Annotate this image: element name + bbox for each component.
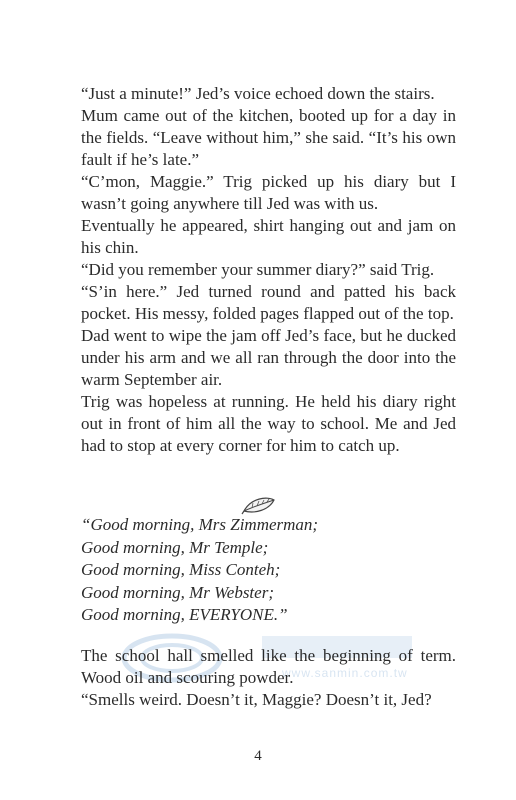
paragraph: Trig was hopeless at running. He held his diary right out in front of him all the way to school. Me and Jed had to stop at every corner for him to catch up.: [81, 392, 456, 455]
paragraph: “S’in here.” Jed turned round and patted his back pocket. His messy, folded pages flapped out of the top.: [81, 282, 456, 323]
paragraph: Dad went to wipe the jam off Jed’s face, but he ducked under his arm and we all ran through the door into the warm September air.: [81, 326, 456, 389]
leaf-ornament-icon: [241, 494, 277, 516]
body-text-top: [81, 83, 456, 457]
paragraph: The school hall smelled like the beginning of term. Wood oil and scouring powder.: [81, 646, 456, 687]
verse-line: Good morning, EVERYONE.”: [81, 605, 288, 624]
paragraph: Eventually he appeared, shirt hanging out and jam on his chin.: [81, 216, 456, 257]
paragraph: “Just a minute!” Jed’s voice echoed down the stairs.: [81, 84, 435, 103]
paragraph: “Did you remember your summer diary?” said Trig.: [81, 260, 435, 279]
body-text-bottom: [81, 645, 456, 711]
verse-line: “Good morning, Mrs Zimmerman;: [81, 515, 319, 534]
verse-line: Good morning, Mr Webster;: [81, 582, 274, 602]
verse-block: [81, 514, 461, 627]
paragraph: “C’mon, Maggie.” Trig picked up his diary but I wasn’t going anywhere till Jed was with us.: [81, 172, 456, 213]
page-number: 4: [254, 748, 262, 764]
paragraph: “Smells weird. Doesn’t it, Maggie? Doesn’t it, Jed?: [81, 690, 432, 709]
verse-line: Good morning, Miss Conteh;: [81, 560, 281, 579]
watermark-text: www.sanmin.com.tw: [282, 666, 408, 680]
verse-line: Good morning, Mr Temple;: [81, 537, 269, 557]
paragraph: Mum came out of the kitchen, booted up for a day in the fields. “Leave without him,” she said. “It’s his own fault if he’s late.”: [81, 106, 456, 169]
